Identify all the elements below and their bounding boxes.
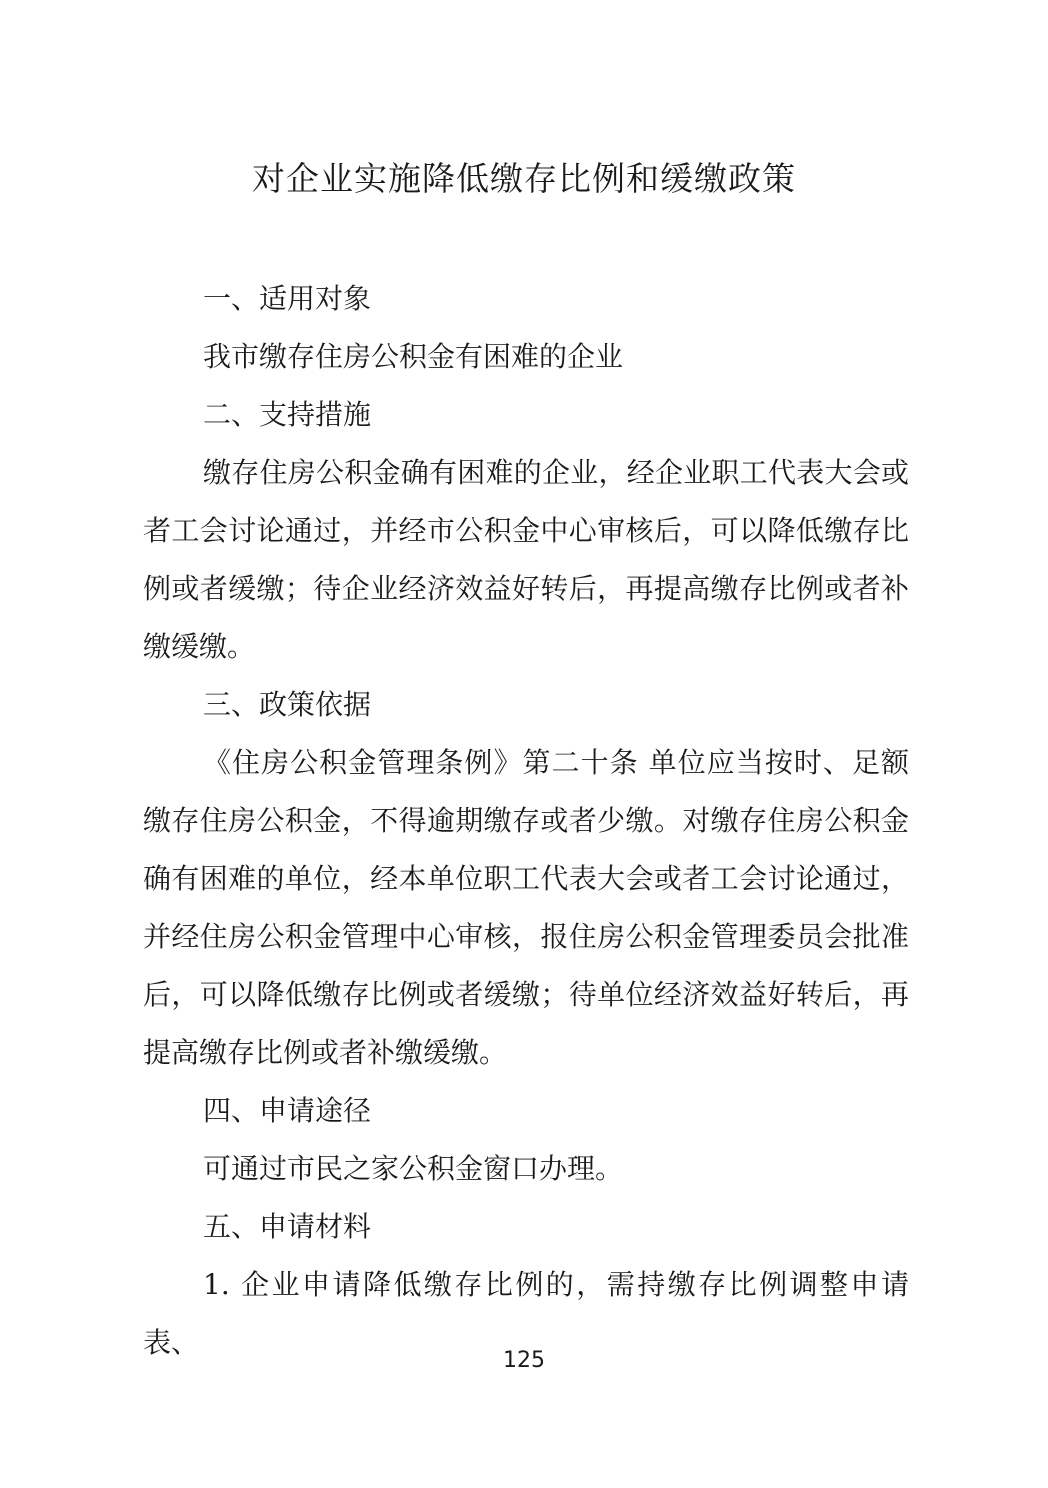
- paragraph: 可通过市民之家公积金窗口办理。: [203, 1152, 624, 1185]
- section-heading: 五、申请材料: [203, 1210, 372, 1243]
- section-heading: 二、支持措施: [203, 398, 372, 431]
- paragraph: 1. 企业申请降低缴存比例的，需持缴存比例调整申请表、: [143, 1268, 909, 1359]
- paragraph: 《住房公积金管理条例》第二十条 单位应当按时、足额缴存住房公积金，不得逾期缴存或者少缴。对缴存住房公积金确有困难的单位，经本单位职工代表大会或者工会讨论通过，并经住房公积金管理中心审核，报住房公积金管理委员会批准后，可以降低缴存比例或者缓缴；待单位经济效益好转后，再提高缴存比例或者补缴缓缴。: [143, 746, 909, 1069]
- document-body: [143, 270, 909, 1372]
- paragraph: 我市缴存住房公积金有困难的企业: [203, 340, 624, 373]
- paragraph: 缴存住房公积金确有困难的企业，经企业职工代表大会或者工会讨论通过，并经市公积金中心审核后，可以降低缴存比例或者缓缴；待企业经济效益好转后，再提高缴存比例或者补缴缓缴。: [143, 456, 909, 663]
- section-heading: 四、申请途径: [203, 1094, 372, 1127]
- document-title: 对企业实施降低缴存比例和缓缴政策: [252, 159, 796, 198]
- section-heading: 一、适用对象: [203, 282, 372, 315]
- page-number: 125: [503, 1348, 545, 1373]
- section-heading: 三、政策依据: [203, 688, 372, 721]
